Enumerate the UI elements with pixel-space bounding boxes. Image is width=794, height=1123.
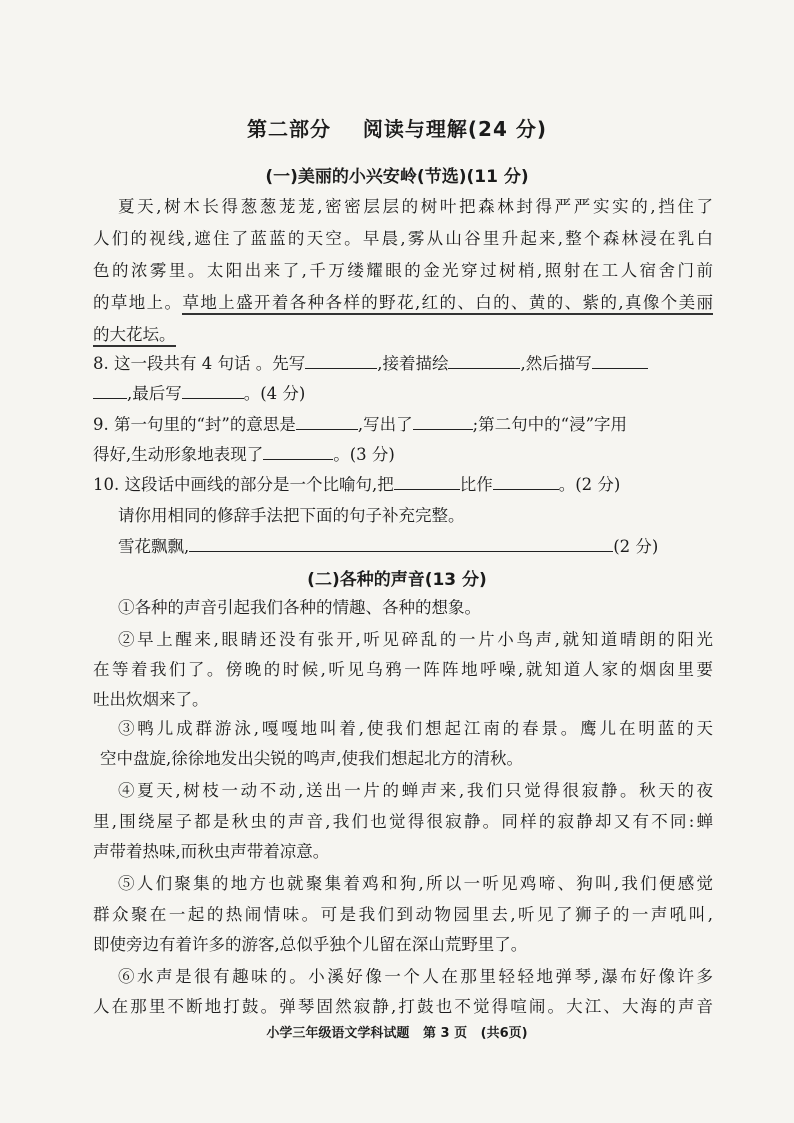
passage2-line: 声带着热味,而秋虫声带着凉意。 — [93, 842, 330, 861]
q8-text: ,接着描绘 — [377, 354, 449, 373]
q10-text: 比作 — [459, 475, 493, 494]
passage1-text: 的草地上。 — [93, 293, 183, 312]
passage1-line — [93, 324, 713, 346]
q10-text: 10. 这段话中画线的部分是一个比喻句,把 — [93, 475, 394, 494]
q10-prompt: 雪花飘飘, — [118, 537, 190, 556]
q8-text: ,然后描写 — [520, 354, 592, 373]
answer-blank[interactable] — [394, 473, 460, 490]
q10-completion — [118, 535, 713, 558]
answer-blank[interactable] — [93, 382, 127, 399]
passage2-line: ④夏天,树枝一动不动,送出一片的蝉声来,我们只觉得很寂静。秋天的夜 — [118, 781, 713, 800]
page-footer: 小学三年级语文学科试题 第 3 页 (共6页) — [266, 1026, 528, 1041]
q9-text: ,写出了 — [357, 415, 413, 434]
q8-text: 。(4 分) — [243, 384, 306, 403]
passage1-line-mixed — [93, 292, 713, 314]
passage1-line: 夏天,树木长得葱葱茏茏,密密层层的树叶把森林封得严严实实的,挡住了 — [118, 197, 713, 216]
answer-blank[interactable] — [413, 413, 473, 430]
passage2-line: 空中盘旋,徐徐地发出尖锐的鸣声,使我们想起北方的清秋。 — [100, 749, 523, 768]
q10-text: 。(2 分) — [558, 475, 621, 494]
question-10 — [93, 473, 713, 496]
q9-text: 得好,生动形象地表现了 — [93, 445, 264, 464]
underlined-sentence: 草地上盛开着各种各样的野花,红的、白的、黄的、紫的,真像个美丽 — [182, 293, 713, 315]
answer-blank[interactable] — [592, 352, 648, 369]
passage2-line: ①各种的声音引起我们各种的情趣、各种的想象。 — [118, 598, 481, 617]
q10-instruction: 请你用相同的修辞手法把下面的句子补充完整。 — [118, 506, 465, 525]
q9-text: 9. 第一句里的“封”的意思是 — [93, 415, 296, 434]
question-8-line2 — [93, 382, 713, 405]
underlined-sentence-end: 的大花坛。 — [93, 325, 176, 347]
passage1-line: 人们的视线,遮住了蓝蓝的天空。早晨,雾从山谷里升起来,整个森林浸在乳白 — [93, 229, 713, 248]
answer-blank[interactable] — [493, 473, 559, 490]
passage2-line: 在等着我们了。傍晚的时候,听见乌鸦一阵阵地呼噪,就知道人家的烟囱里要 — [93, 660, 713, 679]
answer-blank[interactable] — [448, 352, 520, 369]
question-9-line1 — [93, 413, 713, 436]
passage2-line: ⑥水声是很有趣味的。小溪好像一个人在那里轻轻地弹琴,瀑布好像许多 — [118, 967, 713, 986]
passage2-line: ⑤人们聚集的地方也就聚集着鸡和狗,所以一听见鸡啼、狗叫,我们便感觉 — [118, 874, 713, 893]
answer-blank[interactable] — [182, 382, 244, 399]
section-title: 第二部分 阅读与理解(24 分) — [247, 117, 547, 141]
passage2-line: 人在那里不断地打鼓。弹琴固然寂静,打鼓也不觉得喧闹。大江、大海的声音 — [93, 997, 713, 1016]
answer-blank[interactable] — [305, 352, 377, 369]
passage2-line: 即使旁边有着许多的游客,总似乎独个儿留在深山荒野里了。 — [93, 935, 528, 954]
q8-text: ,最后写 — [127, 384, 182, 403]
passage2-line: ②早上醒来,眼睛还没有张开,听见碎乱的一片小鸟声,就知道晴朗的阳光 — [118, 630, 713, 649]
answer-blank[interactable] — [296, 413, 358, 430]
q9-text: ;第二句中的“浸”字用 — [472, 415, 628, 434]
passage2-line: 群众聚在一起的热闹情味。可是我们到动物园里去,听见了狮子的一声吼叫, — [93, 905, 713, 924]
question-9-line2 — [93, 443, 713, 466]
passage2-subtitle: (二)各种的声音(13 分) — [307, 570, 487, 590]
passage2-line: 吐出炊烟来了。 — [93, 690, 209, 709]
passage2-line: 里,围绕屋子都是秋虫的声音,我们也觉得很寂静。同样的寂静却又有不同:蝉 — [93, 812, 713, 831]
q9-text: 。(3 分) — [333, 445, 395, 464]
passage1-line: 色的浓雾里。太阳出来了,千万缕耀眼的金光穿过树梢,照射在工人宿舍门前 — [93, 261, 713, 280]
answer-blank[interactable] — [263, 443, 333, 460]
question-8-line1 — [93, 352, 713, 375]
passage2-line: ③鸭儿成群游泳,嘎嘎地叫着,使我们想起江南的春景。鹰儿在明蓝的天 — [118, 719, 713, 738]
passage1-subtitle: (一)美丽的小兴安岭(节选)(11 分) — [265, 167, 529, 187]
q8-text: 8. 这一段共有 4 句话 。先写 — [93, 354, 306, 373]
answer-blank[interactable] — [189, 535, 613, 552]
q10-points: (2 分) — [613, 537, 659, 556]
